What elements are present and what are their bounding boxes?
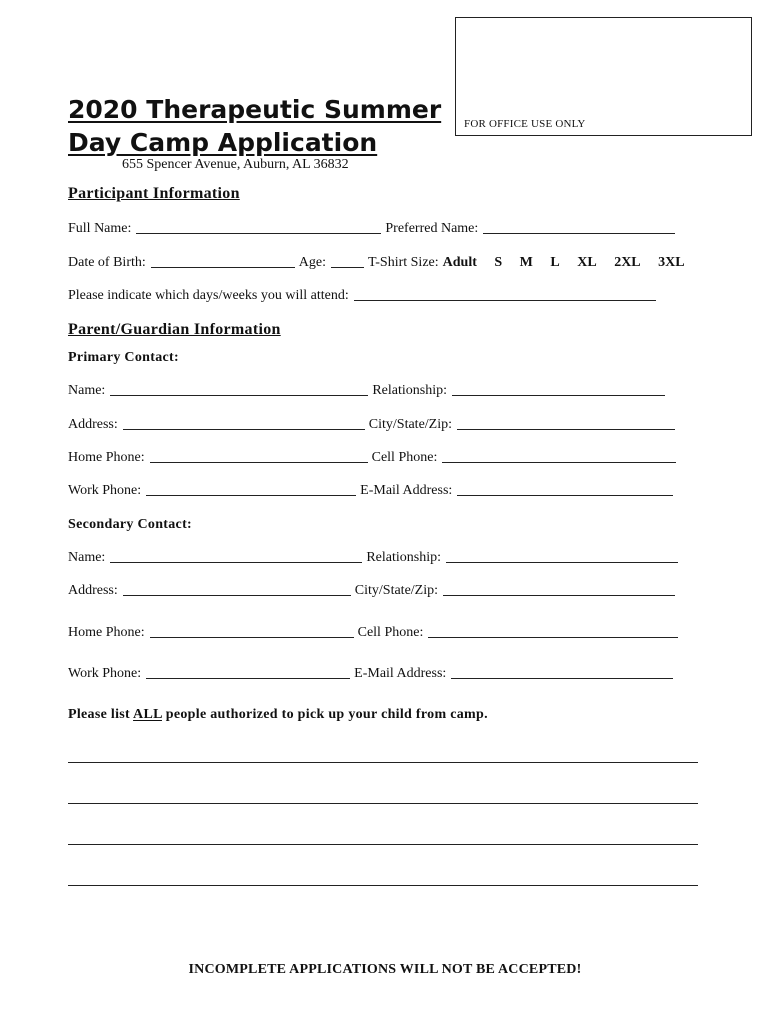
secondary-home-phone-field[interactable] [150,637,354,638]
primary-city-field[interactable] [457,429,675,430]
secondary-city-field[interactable] [443,595,675,596]
primary-relationship-field[interactable] [452,395,665,396]
secondary-work-phone-field[interactable] [146,678,350,679]
size-option-l[interactable]: L [550,255,560,270]
secondary-work-row [68,666,704,682]
preferred-name-label: Preferred Name: [385,221,479,236]
primary-contact-heading: Primary Contact: [68,350,179,365]
secondary-name-field[interactable] [110,562,362,563]
secondary-city-label: City/State/Zip: [354,583,439,598]
primary-phone-row [68,450,704,466]
attendance-field[interactable] [354,300,656,301]
full-name-label: Full Name: [68,221,132,236]
secondary-name-row [68,550,704,566]
age-field[interactable] [331,267,364,268]
secondary-address-field[interactable] [123,595,351,596]
pickup-line-2[interactable] [68,803,698,804]
primary-work-row [68,483,704,499]
dob-row [68,255,704,271]
primary-cell-phone-label: Cell Phone: [371,450,438,465]
secondary-address-label: Address: [68,583,118,598]
secondary-phone-row [68,625,704,641]
secondary-contact-heading: Secondary Contact: [68,517,192,532]
primary-cell-phone-field[interactable] [442,462,676,463]
pickup-line-3[interactable] [68,844,698,845]
primary-relationship-label: Relationship: [372,383,447,398]
size-option-s[interactable]: S [494,255,503,270]
full-name-row [68,221,704,237]
tshirt-size-label: T-Shirt Size: [367,255,439,270]
guardian-section-heading: Parent/Guardian Information [68,321,281,338]
attendance-label: Please indicate which days/weeks you will attend: [68,288,349,303]
secondary-email-field[interactable] [451,678,673,679]
primary-city-label: City/State/Zip: [368,417,453,432]
pickup-prompt [68,707,488,723]
secondary-address-row [68,583,704,599]
primary-home-phone-label: Home Phone: [68,450,145,465]
secondary-cell-phone-field[interactable] [428,637,678,638]
pickup-prompt-emphasis: ALL [133,707,162,722]
primary-name-row [68,383,704,399]
primary-name-field[interactable] [110,395,368,396]
dob-label: Date of Birth: [68,255,146,270]
secondary-email-label: E-Mail Address: [354,666,447,681]
primary-home-phone-field[interactable] [150,462,368,463]
form-title-line-2: Day Camp Application [68,128,378,157]
size-option-adult[interactable]: Adult [442,255,477,270]
size-option-xl[interactable]: XL [577,255,597,270]
camp-address: 655 Spencer Avenue, Auburn, AL 36832 [122,157,349,172]
primary-address-label: Address: [68,417,118,432]
primary-work-phone-label: Work Phone: [68,483,142,498]
primary-email-field[interactable] [457,495,673,496]
dob-field[interactable] [151,267,295,268]
incomplete-notice: INCOMPLETE APPLICATIONS WILL NOT BE ACCEPTED! [188,962,582,977]
full-name-field[interactable] [136,233,381,234]
preferred-name-field[interactable] [483,233,675,234]
tshirt-size-options [439,255,685,271]
primary-address-row [68,417,704,433]
form-title-line-1: 2020 Therapeutic Summer [68,95,442,124]
size-option-m[interactable]: M [519,255,533,270]
pickup-line-4[interactable] [68,885,698,886]
participant-section-heading: Participant Information [68,185,240,202]
secondary-relationship-label: Relationship: [366,550,441,565]
size-option-2xl[interactable]: 2XL [614,255,641,270]
primary-email-label: E-Mail Address: [360,483,453,498]
primary-name-label: Name: [68,383,106,398]
secondary-relationship-field[interactable] [446,562,678,563]
secondary-cell-phone-label: Cell Phone: [357,625,424,640]
office-use-label: FOR OFFICE USE ONLY [464,118,586,130]
size-option-3xl[interactable]: 3XL [658,255,685,270]
pickup-prompt-before: Please list [68,707,134,722]
office-use-box [455,17,752,136]
pickup-line-1[interactable] [68,762,698,763]
secondary-work-phone-label: Work Phone: [68,666,142,681]
primary-work-phone-field[interactable] [146,495,356,496]
secondary-home-phone-label: Home Phone: [68,625,145,640]
secondary-name-label: Name: [68,550,106,565]
primary-address-field[interactable] [123,429,365,430]
age-label: Age: [298,255,326,270]
attendance-row [68,288,704,304]
pickup-prompt-after: people authorized to pick up your child from camp. [161,707,488,722]
